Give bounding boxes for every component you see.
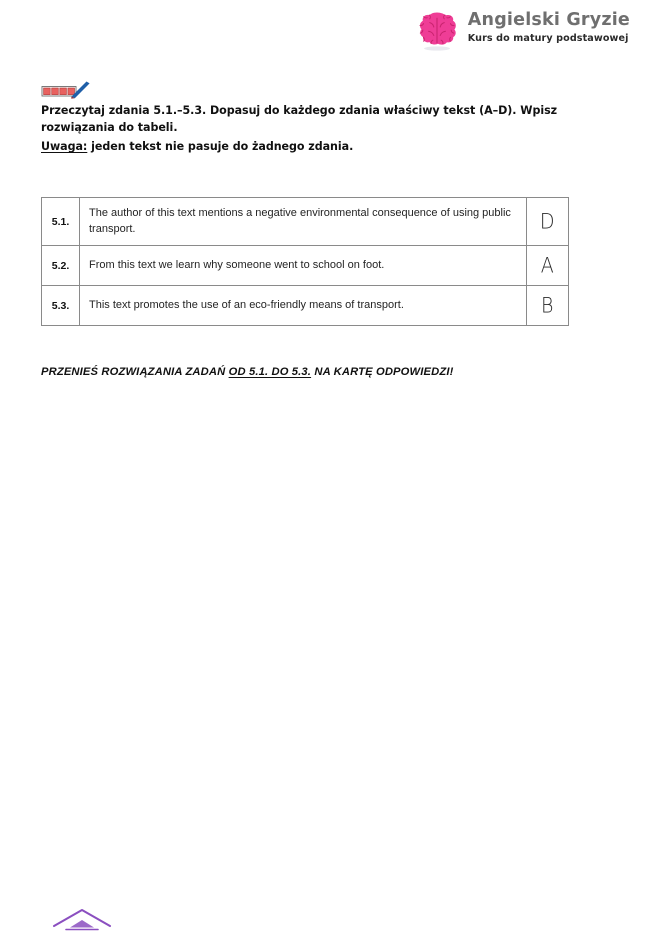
answer-letter: A bbox=[540, 253, 555, 279]
row-statement-cell: This text promotes the use of an eco-friendly means of transport. bbox=[80, 286, 527, 326]
row-number-cell: 5.2. bbox=[42, 246, 80, 286]
chevron-roof-icon bbox=[52, 908, 112, 939]
row-answer-cell[interactable] bbox=[527, 286, 569, 326]
row-number-cell: 5.3. bbox=[42, 286, 80, 326]
brand-title: Angielski Gryzie bbox=[467, 10, 630, 30]
row-statement-cell: From this text we learn why someone went to school on foot. bbox=[80, 246, 527, 286]
table-row bbox=[42, 286, 569, 326]
transfer-prefix: PRZENIEŚ ROZWIĄZANIA ZADAŃ bbox=[41, 366, 229, 378]
answer-letter: D bbox=[539, 209, 556, 234]
brand-subtitle: Kurs do matury podstawowej bbox=[467, 33, 629, 45]
matching-table bbox=[41, 197, 569, 326]
row-number-cell: 5.1. bbox=[42, 198, 80, 246]
transfer-suffix: NA KARTĘ ODPOWIEDZI! bbox=[311, 366, 454, 378]
brain-icon bbox=[416, 8, 458, 54]
row-answer-cell[interactable] bbox=[527, 246, 569, 286]
table-row bbox=[42, 198, 569, 246]
row-statement-cell: The author of this text mentions a negative environmental consequence of using public transport. bbox=[80, 198, 527, 246]
fill-in-blanks-pen-icon bbox=[41, 80, 93, 99]
note-label: Uwaga: bbox=[41, 140, 88, 154]
transfer-range: OD 5.1. DO 5.3. bbox=[228, 366, 312, 378]
answer-letter: B bbox=[541, 293, 554, 319]
note-text: jeden tekst nie pasuje do żadnego zdania. bbox=[87, 140, 354, 154]
transfer-answers-notice bbox=[41, 366, 453, 378]
brand-header bbox=[416, 8, 630, 54]
note-line bbox=[41, 138, 561, 155]
task-instruction-block bbox=[41, 80, 561, 156]
brand-text bbox=[468, 8, 630, 45]
row-answer-cell[interactable] bbox=[527, 198, 569, 246]
table-row bbox=[42, 246, 569, 286]
instruction-text: Przeczytaj zdania 5.1.–5.3. Dopasuj do każdego zdania właściwy tekst (A–D). Wpisz rozwiązania do tabeli. bbox=[41, 104, 558, 135]
